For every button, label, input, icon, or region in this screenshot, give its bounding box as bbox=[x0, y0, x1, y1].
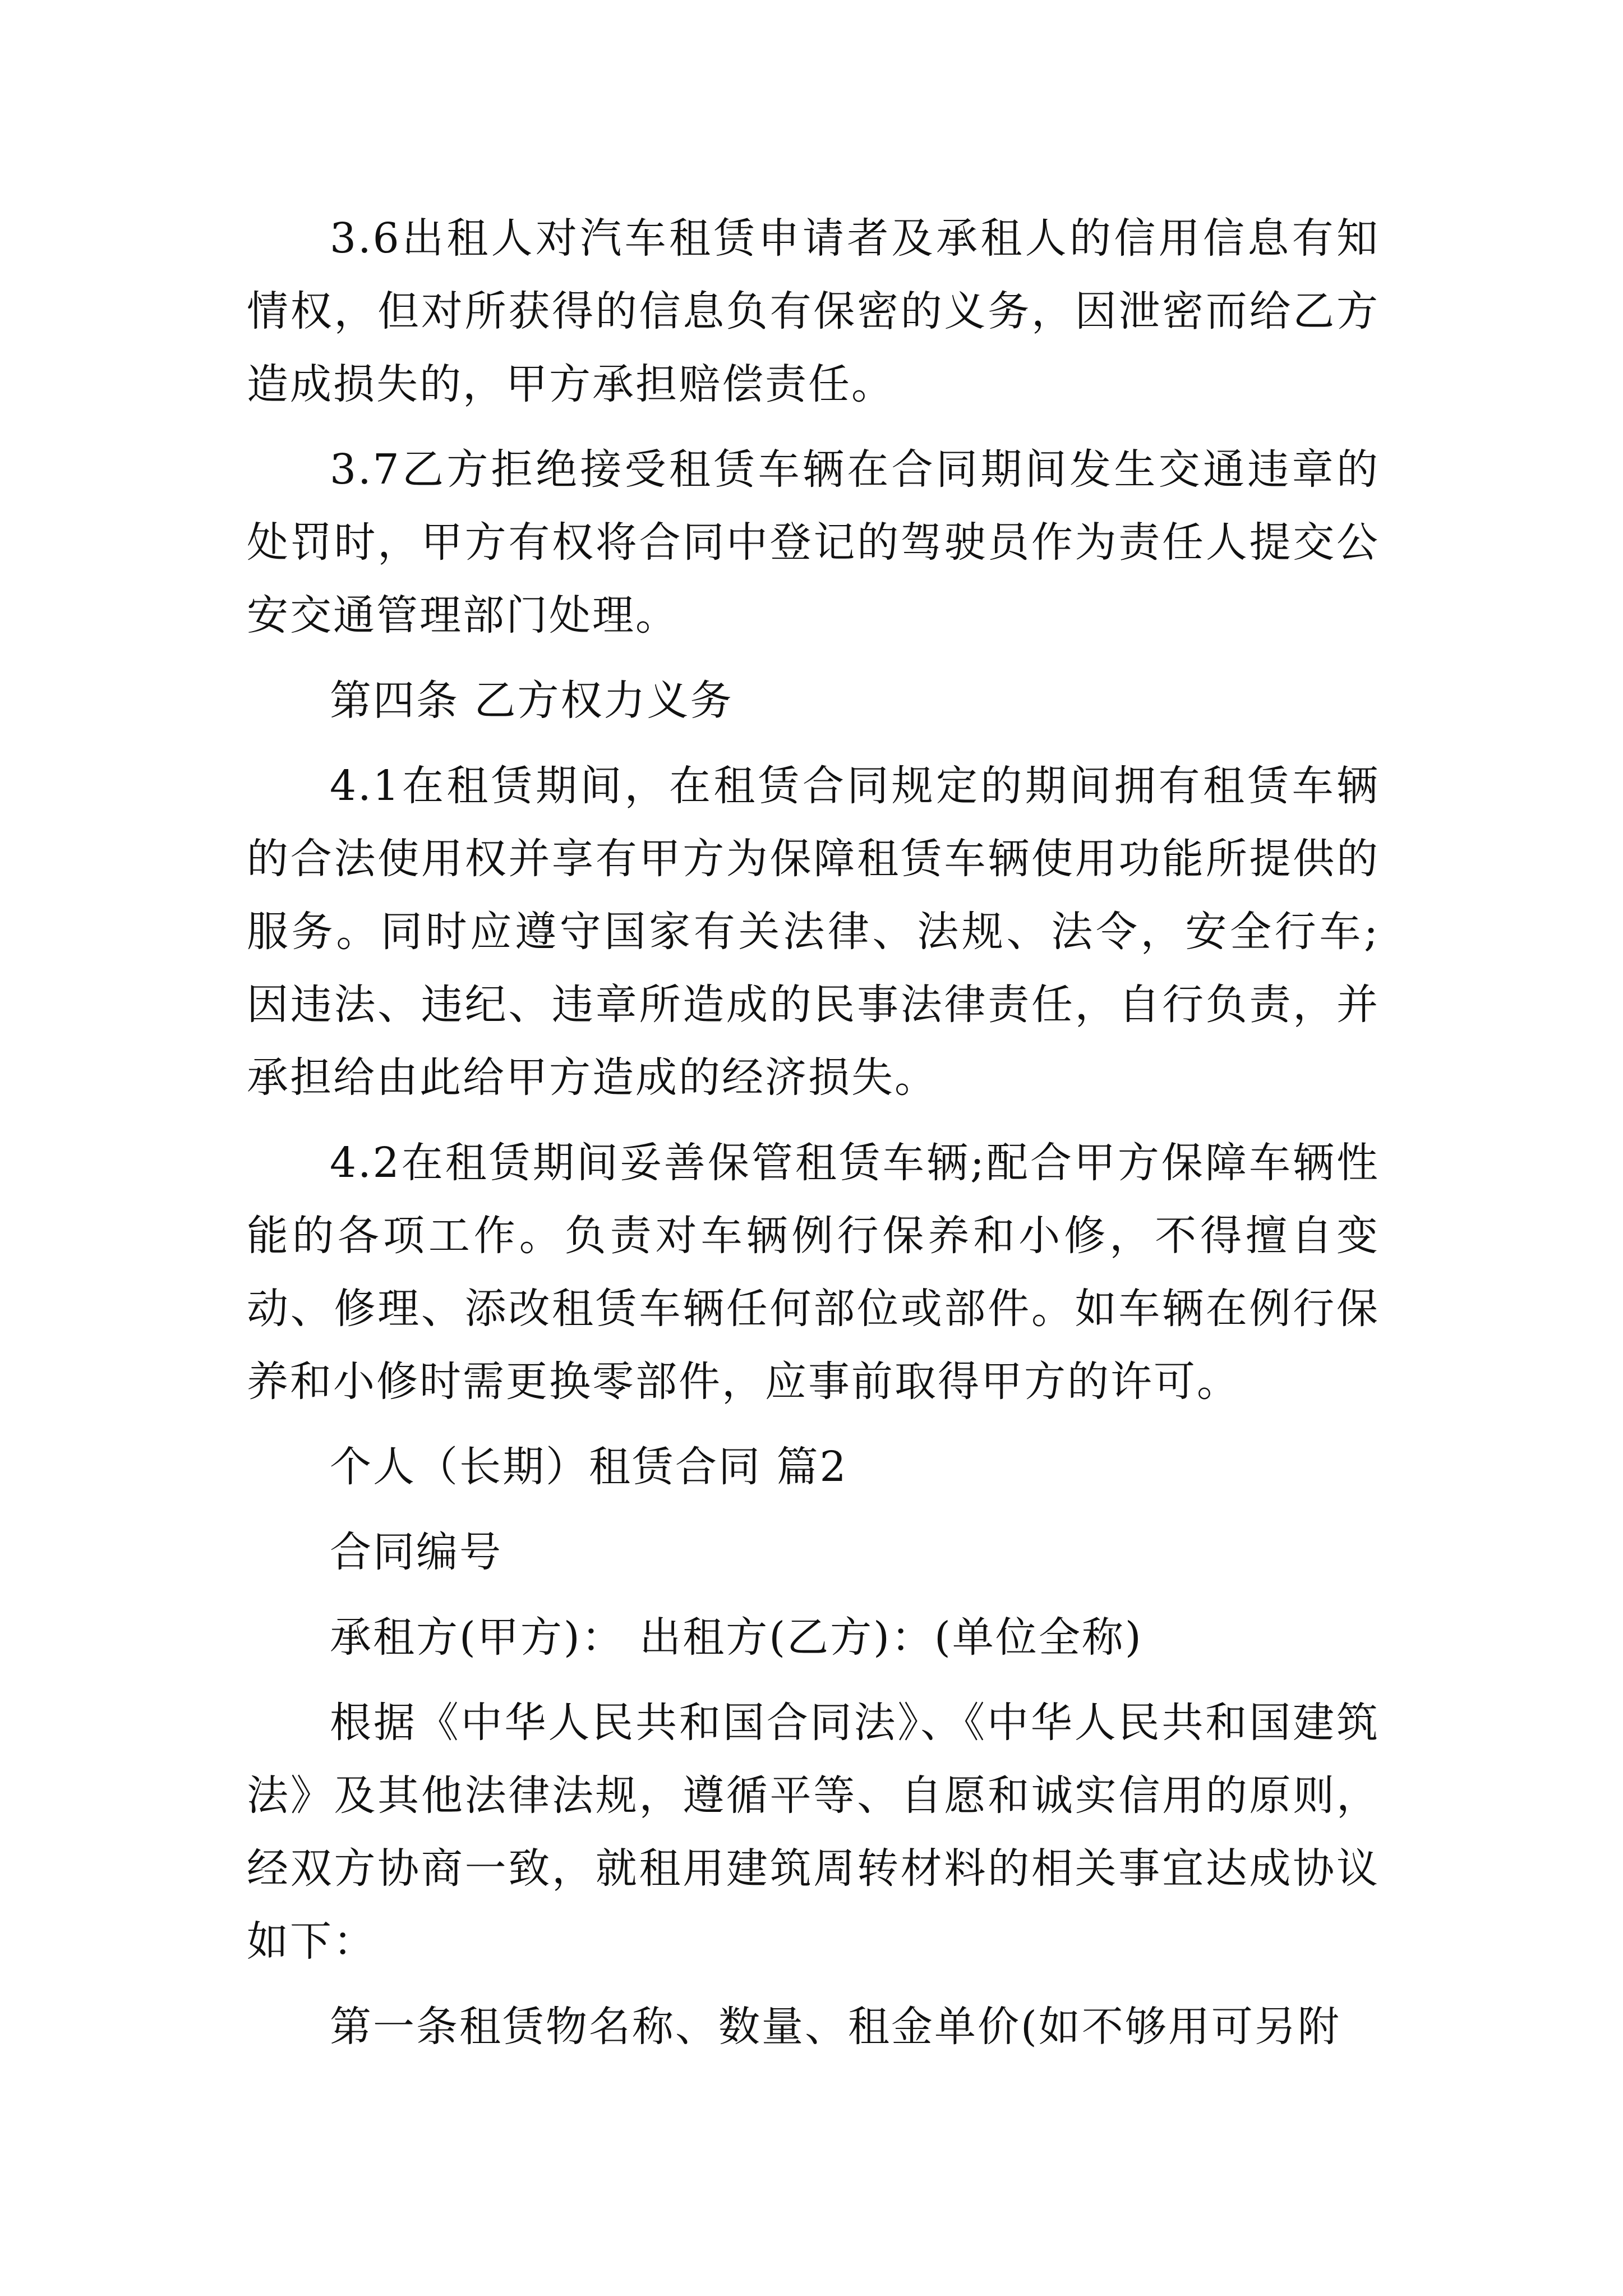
section-heading-article-4: 第四条 乙方权力义务 bbox=[330, 677, 734, 725]
contract-number-label: 合同编号 bbox=[330, 1528, 502, 1576]
paragraph-article-1: 第一条租赁物名称、数量、租金单价(如不够用可另附 bbox=[330, 2003, 1341, 2051]
contract-title-part-2: 个人（长期）租赁合同 篇2 bbox=[330, 1443, 848, 1491]
parties-line: 承租方(甲方)： 出租方(乙方)：(单位全称) bbox=[330, 1613, 1143, 1662]
paragraph-clause-3-7: 3.7乙方拒绝接受租赁车辆在合同期间发生交通违章的处罚时，甲方有权将合同中登记的驾驶员作为责任人提交公安交通管理部门处理。 bbox=[247, 445, 1380, 639]
document-body bbox=[247, 202, 1380, 2076]
paragraph-clause-3-6: 3.6出租人对汽车租赁申请者及承租人的信用信息有知情权，但对所获得的信息负有保密的义务，因泄密而给乙方造成损失的，甲方承担赔偿责任。 bbox=[247, 214, 1380, 408]
paragraph-clause-4-2: 4.2在租赁期间妥善保管租赁车辆;配合甲方保障车辆性能的各项工作。负责对车辆例行保养和小修，不得擅自变动、修理、添改租赁车辆任何部位或部件。如车辆在例行保养和小修时需更换零部件，应事前取得甲方的许可。 bbox=[247, 1139, 1380, 1406]
paragraph-clause-4-1: 4.1在租赁期间，在租赁合同规定的期间拥有租赁车辆的合法使用权并享有甲方为保障租赁车辆使用功能所提供的服务。同时应遵守国家有关法律、法规、法令，安全行车;因违法、违纪、违章所造成的民事法律责任，自行负责，并承担给由此给甲方造成的经济损失。 bbox=[247, 762, 1380, 1102]
paragraph-legal-basis: 根据《中华人民共和国合同法》、《中华人民共和国建筑法》及其他法律法规，遵循平等、自愿和诚实信用的原则，经双方协商一致，就租用建筑周转材料的相关事宜达成协议如下： bbox=[247, 1699, 1380, 1966]
